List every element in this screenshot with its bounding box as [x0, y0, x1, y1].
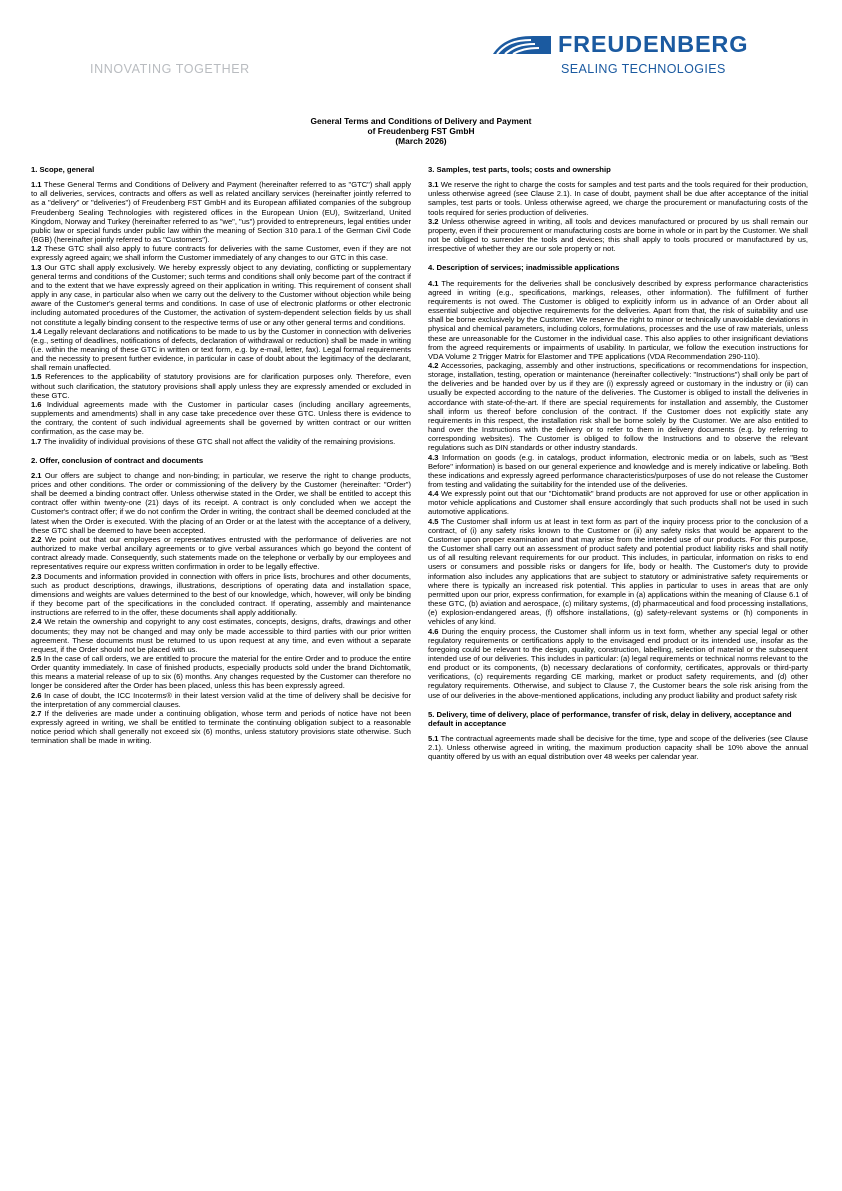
section-1: [31, 165, 411, 446]
paragraph: 4.5 The Customer shall inform us at least in text form as part of the inquiry process prior to the conclusion of a contract, of (i) any safety risks known to the Customer or (ii) any safety risks that would be apparent to the Customer upon proper examination and that may arise from the intended use of our products. For this purpose, the Customer shall carry out an assessment of product safety and potential product liability risks and shall notify us of all resulting relevant requirements for our product. This includes, in particular, information on risks to end users or consumers and possible risks or dangers for life, body or health. The Customer's duty to provide information also includes any applications that are subject to statutory or administrative safety requirements or where there is typically an increased risk potential. This applies in particular to uses in areas that are only permitted upon our prior, express confirmation, for example in (a) applications within the meaning of Clause 6.1 of these GTC, (b) aviation and aerospace, (c) military systems, (d) pharmaceutical and food processing installations, (e) explosion-endangered areas, (f) offshore installations, (g) safety-relevant systems or (h) components in vehicles of any kind.: [428, 516, 808, 627]
paragraph: 1.2 These GTC shall also apply to future contracts for deliveries with the same Customer, even if they are not expressly agreed again; we shall inform the Customer immediately of any changes to our GTC in this case.: [31, 244, 411, 263]
paragraph: 2.4 We retain the ownership and copyright to any cost estimates, concepts, designs, drafts, drawings and other documents; they may not be changed and may only be made accessible to third parties with our prior written agreement. These documents must be returned to us upon request at any time, and even without a separate request, if the Order should not be placed with us.: [31, 617, 411, 654]
section-5: [428, 710, 808, 762]
freudenberg-logo: [493, 31, 783, 81]
paragraph: 3.1 We reserve the right to charge the costs for samples and test parts and the tools required for their production, unless otherwise agreed (see Clause 2.1). In case of doubt, payment shall be due after acceptance of the initial samples, test parts or tools. Unless otherwise agreed, we charge the procurement or manufacturing costs of the tools required for series production of deliveries.: [428, 180, 808, 217]
paragraph: 1.4 Legally relevant declarations and notifications to be made to us by the Customer in connection with deliveries (e.g., setting of deadlines, notifications of defects, declaration of withdrawal or reduction) shall be made in writing (i.e. within the meaning of these GTC in written or text form, e.g. by e-mail, letter, fax). Legal formal requirements and the necessity to present further evidence, in particular in case of doubt about the legitimacy of the declarant, shall remain unaffected.: [31, 326, 411, 373]
tagline: INNOVATING TOGETHER: [90, 62, 250, 76]
paragraph: 4.3 Information on goods (e.g. in catalogs, product information, electronic media or on labels, such as "Best Before" information) is based on our general experience and knowledge and is merely indicative or labeling. Both these indications and expressly agreed performance characteristics/purposes of use do not release the Customer from testing and validating the suitability for the intended use of the deliveries.: [428, 452, 808, 489]
logo-subtitle: SEALING TECHNOLOGIES: [561, 62, 726, 76]
paragraph: 2.1 Our offers are subject to change and non-binding; in particular, we reserve the right to change products, prices and other conditions. The order or commissioning of the delivery by the Customer (hereinafter: "Order") shall be deemed a binding contract offer. Unless otherwise stated in the Order, we shall be entitled to accept this contract offer within twenty-one (21) days of its receipt. A contract is only concluded when we accept the Customer's contract offer; if we do not confirm the Order in writing, the contract shall be deemed concluded at the latest when the Order is executed. With the placing of an Order or at the latest with the acceptance of a delivery, these GTC shall be deemed to have been accepted.: [31, 470, 411, 535]
title-line-1: General Terms and Conditions of Delivery and Payment: [310, 116, 532, 126]
left-column: [31, 165, 411, 756]
section-3: [428, 165, 808, 253]
paragraph: 3.2 Unless otherwise agreed in writing, all tools and devices manufactured or procured by us shall remain our property, even if their procurement or manufacturing costs are borne in whole or in part by the Customer. We shall not be obliged to surrender the tools and devices; this shall apply to tools procured or manufactured by us, irrespective of whether they are our sole property or not.: [428, 216, 808, 254]
paragraph: 5.1 The contractual agreements made shall be decisive for the time, type and scope of the deliveries (see Clause 2.1). Unless otherwise agreed in writing, the maximum production capacity shall be 10% above the annual quantity offered by us with an equal distribution over 48 weeks per calendar year.: [428, 734, 808, 762]
paragraph: 4.2 Accessories, packaging, assembly and other instructions, specifications or recommendations for inspection, storage, installation, testing, operation or maintenance (hereinafter collectively: "Instructions") shall only be part of the deliveries and be handed over by us if they are (i) expressly agreed or customary in the industry or (ii) can usually be expected according to the nature of the deliveries. The Customer is obliged to install the deliveries in accordance with state-of-the-art. If there are special requirements for installation and assembly, the Customer shall inform us thereof before conclusion of the contract. If the Customer does not explicitly state any requirements in this respect, the installation risk shall be borne solely by the Customer. We are also entitled to hand over the Instructions with the delivery or to refer to them in delivery documents (e.g. by referring to corresponding websites). The Customer is obliged to follow the Instructions and to observe the relevant regulations such as DIN standards or other industry standards.: [428, 360, 808, 453]
right-column: [428, 165, 808, 772]
paragraph: 4.1 The requirements for the deliveries shall be conclusively described by express performance characteristics agreed in writing (e.g., specifications, markings, releases, other information). The fulfillment of further requirements is not owed. The Customer is obliged to explicitly inform us in advance of an Order about all essential subjective and objective requirements for the deliveries. Apart from that, the risk of suitability and use shall be borne exclusively by the Customer. We reserve the right to minor or technically unavoidable deviations in physical and chemical parameters, including colors, formulations, processes and the use of raw materials, unless these are unreasonable for the Customer in the individual case. This also applies to other insignificant deviations from the agreed requirements or impairments of usability. In particular, we follow the execution instructions for VDA Volume 2 Trigger Matrix for Elastomer and TPE applications (VDA Recommendation 290-110).: [428, 278, 808, 361]
section-heading: 4. Description of services; inadmissible applications: [428, 263, 620, 273]
title-line-3: (March 2026): [395, 136, 447, 146]
paragraph: 1.6 Individual agreements made with the Customer in particular cases (including ancillary agreements, supplements and amendments) shall in any case take precedence over these GTC. Unless there is evidence to the contrary, the content of such individual agreements shall be governed by written contract or our written confirmation, as the case may be.: [31, 399, 411, 437]
section-heading: 1. Scope, general: [31, 165, 95, 174]
section-4: [428, 263, 808, 699]
paragraph: 1.1 These General Terms and Conditions of Delivery and Payment (hereinafter referred to as "GTC") shall apply to all deliveries, services, contracts and offers as well as related ancillary services (hereinafter jointly referred to as a "delivery" or "deliveries") of Freudenberg FST GmbH and its European affiliated companies of the subgroup Freudenberg Sealing Technologies with registered offices in the European Union (EU), Switzerland, United Kingdom, Norway and Turkey (hereinafter referred to as "we", "us") provided to entrepreneurs, legal entities under public law or special funds under public law within the meaning of Section 310 para.1 of the German Civil Code (BGB) (hereinafter jointly referred to as "Customers").: [31, 180, 411, 245]
paragraph: 2.7 If the deliveries are made under a continuing obligation, whose term and periods of notice have not been expressly agreed in writing, we shall be entitled to terminate the continuing obligation subject to a reasonable notice period which shall generally not exceed six (6) months, unless statutory provisions state otherwise. Such termination shall be made in writing.: [31, 708, 411, 746]
paragraph: 1.7 The invalidity of individual provisions of these GTC shall not affect the validity of the remaining provisions.: [31, 436, 396, 446]
paragraph: 2.5 In the case of call orders, we are entitled to procure the material for the entire Order and to produce the entire Order quantity immediately. In case of finished products, especially products sold under the brand Dichtomatik, this means a material release of up to six (6) months. Any changes requested by the Customer can therefore no longer be considered after the Order has been placed, unless this has been expressly agreed.: [31, 653, 411, 691]
title-line-2: of Freudenberg FST GmbH: [367, 126, 475, 136]
section-2: [31, 456, 411, 746]
paragraph: 1.5 References to the applicability of statutory provisions are for clarification purposes only. Therefore, even without such clarification, the statutory provisions shall apply unless they are expressly amended or excluded in these GTC.: [31, 372, 411, 400]
document-title: [0, 116, 842, 146]
paragraph: 2.2 We point out that our employees or representatives entrusted with the performance of deliveries are not authorized to make verbal ancillary agreements or to give verbal assurances which go beyond the content of contract already made. Consequently, such statements made on the telephone or verbally by our employees and representatives require our express written confirmation in order to be legally effective.: [31, 534, 411, 572]
paragraph: 1.3 Our GTC shall apply exclusively. We hereby expressly object to any deviating, conflicting or supplementary general terms and conditions of the Customer; such terms and conditions shall only become part of the contract if and to the extent that we have expressly agreed on their application in writing. This requirement of consent shall apply in any case, in particular also when we carry out the delivery to the Customer without objection while being aware of the Customer's general terms and conditions. In case of use of electronic platforms or other electronic including automated procedures of the Customer, the activation of system-dependent selection fields by us shall not constitute a legally binding consent to the respective terms of use or any other general terms and conditions.: [31, 262, 411, 327]
paragraph: 2.6 In case of doubt, the ICC Incoterms® in their latest version valid at the time of delivery shall be decisive for the interpretation of any commercial clauses.: [31, 690, 411, 709]
page-header: [0, 0, 842, 110]
paragraph: 4.6 During the enquiry process, the Customer shall inform us in text form, whether any special legal or other regulatory requirements or certifications apply to the envisaged end product or its intended use, insofar as the foregoing could be relevant to the design, quality, construction, labelling, selection of material or the subsequent intended use of our deliveries. This includes in particular: (a) legal requirements or technical norms relevant to the end product or its components, (b) necessary declarations of conformity, certificates, approvals or third-party verifications, (c) requirements regarding CE marking, market or product safety requirements, and (d) other regulatory requirements. Otherwise, and subject to Clause 7, the Customer bears the sole risk arising from the use of our deliveries in the above-mentioned applications, including any product liability and product safety risk: [428, 626, 808, 700]
paragraph: 2.3 Documents and information provided in connection with offers in price lists, brochures and other documents, such as product descriptions, drawings, illustrations, descriptions of operating data and installation space, dimensions and weights are values determined to the best of our knowledge, which, however, will only be binding if they become part of the specifications in the concluded contract. If operating, assembly and maintenance instructions are referred to in the offer, these documents shall apply additionally.: [31, 571, 411, 618]
logo-wave-icon: [493, 34, 551, 56]
section-heading: 3. Samples, test parts, tools; costs and ownership: [428, 165, 611, 174]
paragraph: 4.4 We expressly point out that our "Dichtomatik" brand products are not approved for use or other application in motor vehicle applications and Customer shall ensure accordingly that such products shall not be used in such automotive applications.: [428, 489, 808, 517]
logo-name: FREUDENBERG: [558, 31, 749, 57]
section-heading: 2. Offer, conclusion of contract and documents: [31, 455, 204, 465]
section-heading: 5. Delivery, time of delivery, place of performance, transfer of risk, delay in delivery, acceptance and default in acceptance: [428, 709, 792, 728]
